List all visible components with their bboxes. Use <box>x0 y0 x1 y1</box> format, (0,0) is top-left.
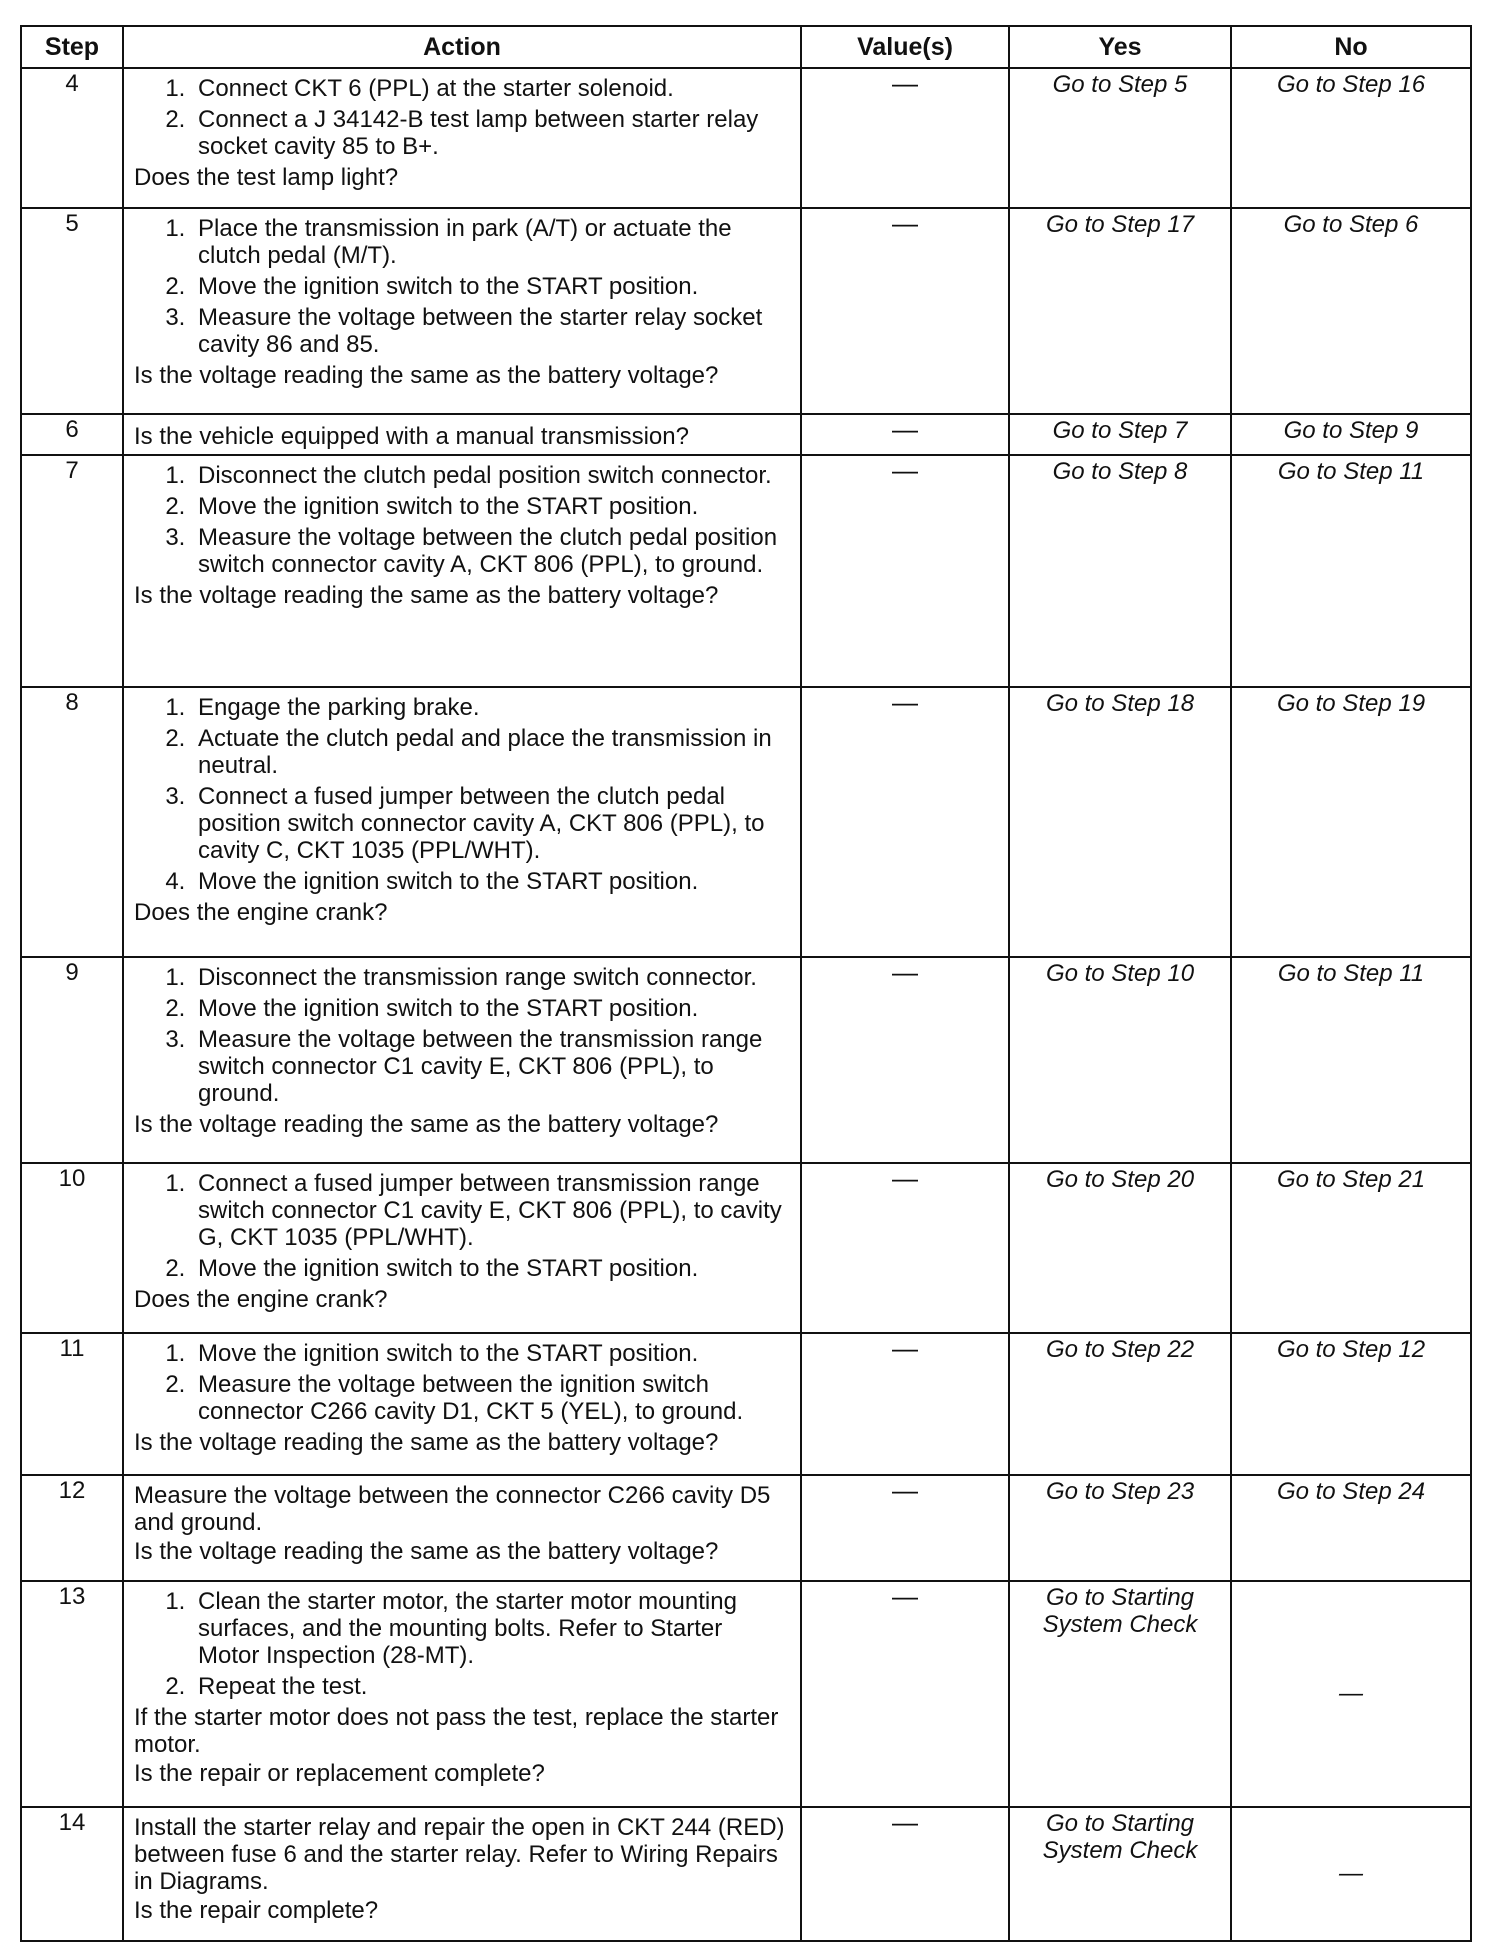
action-step: 1. Move the ignition switch to the START position. <box>192 1340 790 1367</box>
header-yes: Yes <box>1009 26 1231 68</box>
action-cell <box>123 1807 801 1941</box>
value-cell: — <box>801 957 1009 1163</box>
step-cell: 11 <box>21 1333 123 1475</box>
no-cell <box>1231 68 1471 208</box>
no-cell <box>1231 1807 1471 1941</box>
action-steps <box>134 1170 790 1282</box>
action-step: 1. Disconnect the clutch pedal position switch connector. <box>192 462 790 489</box>
table-row <box>21 208 1471 414</box>
yes-cell <box>1009 68 1231 208</box>
no-cell <box>1231 1163 1471 1333</box>
action-cell <box>123 1333 801 1475</box>
action-step: 2. Actuate the clutch pedal and place the transmission in neutral. <box>192 725 790 779</box>
step-cell: 5 <box>21 208 123 414</box>
header-action: Action <box>123 26 801 68</box>
step-cell: 7 <box>21 455 123 687</box>
table-row <box>21 455 1471 687</box>
value-cell: — <box>801 1333 1009 1475</box>
action-step: 2. Connect a J 34142-B test lamp between starter relay socket cavity 85 to B+. <box>192 106 790 160</box>
yes-cell <box>1009 1581 1231 1807</box>
value-cell: — <box>801 1163 1009 1333</box>
no-result: Go to Step 16 <box>1276 71 1426 98</box>
action-steps <box>134 75 790 160</box>
no-result: Go to Step 9 <box>1283 417 1419 444</box>
yes-cell <box>1009 1333 1231 1475</box>
action-cell <box>123 68 801 208</box>
action-question: Is the voltage reading the same as the battery voltage? <box>134 1111 719 1138</box>
value-cell: — <box>801 1807 1009 1941</box>
header-step: Step <box>21 26 123 68</box>
action-cell <box>123 957 801 1163</box>
action-step: 2. Move the ignition switch to the START position. <box>192 273 790 300</box>
no-result: Go to Step 19 <box>1276 690 1426 717</box>
action-question: Does the engine crank? <box>134 1286 388 1313</box>
action-step: 1. Place the transmission in park (A/T) or actuate the clutch pedal (M/T). <box>192 215 790 269</box>
action-question: Is the repair complete? <box>134 1897 379 1924</box>
no-cell <box>1231 414 1471 455</box>
yes-result: Go to Step 20 <box>1045 1166 1195 1193</box>
action-step: 1. Connect CKT 6 (PPL) at the starter solenoid. <box>192 75 790 102</box>
yes-cell <box>1009 687 1231 957</box>
step-cell: 13 <box>21 1581 123 1807</box>
action-question: Is the repair or replacement complete? <box>134 1760 545 1787</box>
yes-result: Go to Step 23 <box>1045 1478 1195 1505</box>
action-cell <box>123 687 801 957</box>
header-no: No <box>1231 26 1471 68</box>
value-cell: — <box>801 414 1009 455</box>
action-text: If the starter motor does not pass the test, replace the starter motor. <box>134 1704 779 1758</box>
no-cell <box>1231 208 1471 414</box>
action-cell <box>123 208 801 414</box>
action-step: 1. Clean the starter motor, the starter motor mounting surfaces, and the mounting bolts. Refer to Starter Motor Inspection (28-MT). <box>192 1588 790 1669</box>
table-row <box>21 957 1471 1163</box>
table-row <box>21 1807 1471 1941</box>
action-cell <box>123 1475 801 1581</box>
no-result: Go to Step 11 <box>1277 960 1425 987</box>
yes-cell <box>1009 1475 1231 1581</box>
no-cell <box>1231 1333 1471 1475</box>
action-steps <box>134 1588 790 1700</box>
yes-result: Go to Step 8 <box>1052 458 1188 485</box>
value-cell: — <box>801 208 1009 414</box>
no-cell <box>1231 957 1471 1163</box>
no-cell <box>1231 1581 1471 1807</box>
action-step: 3. Measure the voltage between the starter relay socket cavity 86 and 85. <box>192 304 790 358</box>
value-cell: — <box>801 68 1009 208</box>
step-cell: 12 <box>21 1475 123 1581</box>
action-step: 3. Connect a fused jumper between the clutch pedal position switch connector cavity A, CKT 806 (PPL), to cavity C, CKT 1035 (PPL/WHT). <box>192 783 790 864</box>
action-step: 2. Measure the voltage between the ignition switch connector C266 cavity D1, CKT 5 (YEL), to ground. <box>192 1371 790 1425</box>
no-result: Go to Step 24 <box>1276 1478 1426 1505</box>
action-step: 3. Measure the voltage between the clutch pedal position switch connector cavity A, CKT 806 (PPL), to ground. <box>192 524 790 578</box>
yes-result: Go to Step 22 <box>1045 1336 1195 1363</box>
action-question: Is the voltage reading the same as the battery voltage? <box>134 582 719 609</box>
action-step: 3. Measure the voltage between the transmission range switch connector C1 cavity E, CKT 806 (PPL), to ground. <box>192 1026 790 1107</box>
table-row <box>21 1581 1471 1807</box>
table-row <box>21 68 1471 208</box>
action-step: 4. Move the ignition switch to the START position. <box>192 868 790 895</box>
action-question: Is the voltage reading the same as the battery voltage? <box>134 1429 719 1456</box>
action-cell <box>123 455 801 687</box>
yes-result: Go to Starting System Check <box>1042 1810 1198 1864</box>
no-result: Go to Step 21 <box>1276 1166 1426 1193</box>
no-result: Go to Step 6 <box>1283 211 1419 238</box>
no-result: Go to Step 11 <box>1277 458 1425 485</box>
no-cell <box>1231 687 1471 957</box>
action-question: Does the engine crank? <box>134 899 388 926</box>
action-cell <box>123 1163 801 1333</box>
action-step: 1. Disconnect the transmission range switch connector. <box>192 964 790 991</box>
step-cell: 6 <box>21 414 123 455</box>
step-cell: 8 <box>21 687 123 957</box>
yes-result: Go to Starting System Check <box>1042 1584 1198 1638</box>
no-cell <box>1231 455 1471 687</box>
action-steps <box>134 215 790 358</box>
yes-cell <box>1009 414 1231 455</box>
action-steps <box>134 1340 790 1425</box>
yes-result: Go to Step 10 <box>1045 960 1195 987</box>
action-cell <box>123 1581 801 1807</box>
table-row <box>21 1475 1471 1581</box>
yes-cell <box>1009 208 1231 414</box>
yes-result: Go to Step 5 <box>1052 71 1188 98</box>
action-question: Is the voltage reading the same as the battery voltage? <box>134 362 719 389</box>
yes-cell <box>1009 455 1231 687</box>
action-cell <box>123 414 801 455</box>
yes-cell <box>1009 1163 1231 1333</box>
table-row <box>21 1333 1471 1475</box>
yes-result: Go to Step 18 <box>1045 690 1195 717</box>
no-cell <box>1231 1475 1471 1581</box>
no-result: Go to Step 12 <box>1276 1336 1426 1363</box>
action-text: Install the starter relay and repair the open in CKT 244 (RED) between fuse 6 and the starter relay. Refer to Wiring Repairs in Diagrams. <box>134 1814 785 1895</box>
diagnostic-table <box>20 25 1472 1942</box>
no-result: — <box>1339 1859 1363 1887</box>
yes-cell <box>1009 957 1231 1163</box>
step-cell: 14 <box>21 1807 123 1941</box>
yes-result: Go to Step 7 <box>1052 417 1188 444</box>
action-step: 1. Connect a fused jumper between transmission range switch connector C1 cavity E, CKT 806 (PPL), to cavity G, CKT 1035 (PPL/WHT). <box>192 1170 790 1251</box>
action-question: Does the test lamp light? <box>134 164 399 191</box>
value-cell: — <box>801 1475 1009 1581</box>
yes-cell <box>1009 1807 1231 1941</box>
table-header-row <box>21 26 1471 68</box>
yes-result: Go to Step 17 <box>1045 211 1195 238</box>
value-cell: — <box>801 455 1009 687</box>
action-text: Measure the voltage between the connector C266 cavity D5 and ground. <box>134 1482 771 1536</box>
action-step: 2. Move the ignition switch to the START position. <box>192 493 790 520</box>
action-steps <box>134 462 790 578</box>
table-row <box>21 687 1471 957</box>
action-step: 2. Move the ignition switch to the START position. <box>192 995 790 1022</box>
step-cell: 9 <box>21 957 123 1163</box>
action-steps <box>134 964 790 1107</box>
no-result: — <box>1339 1679 1363 1707</box>
value-cell: — <box>801 1581 1009 1807</box>
action-step: 2. Move the ignition switch to the START position. <box>192 1255 790 1282</box>
action-question: Is the voltage reading the same as the battery voltage? <box>134 1538 719 1565</box>
header-values: Value(s) <box>801 26 1009 68</box>
action-question: Is the vehicle equipped with a manual transmission? <box>134 423 689 450</box>
action-steps <box>134 694 790 895</box>
action-step: 2. Repeat the test. <box>192 1673 790 1700</box>
action-step: 1. Engage the parking brake. <box>192 694 790 721</box>
table-row <box>21 1163 1471 1333</box>
step-cell: 10 <box>21 1163 123 1333</box>
value-cell: — <box>801 687 1009 957</box>
table-body <box>21 68 1471 1941</box>
table-row <box>21 414 1471 455</box>
step-cell: 4 <box>21 68 123 208</box>
